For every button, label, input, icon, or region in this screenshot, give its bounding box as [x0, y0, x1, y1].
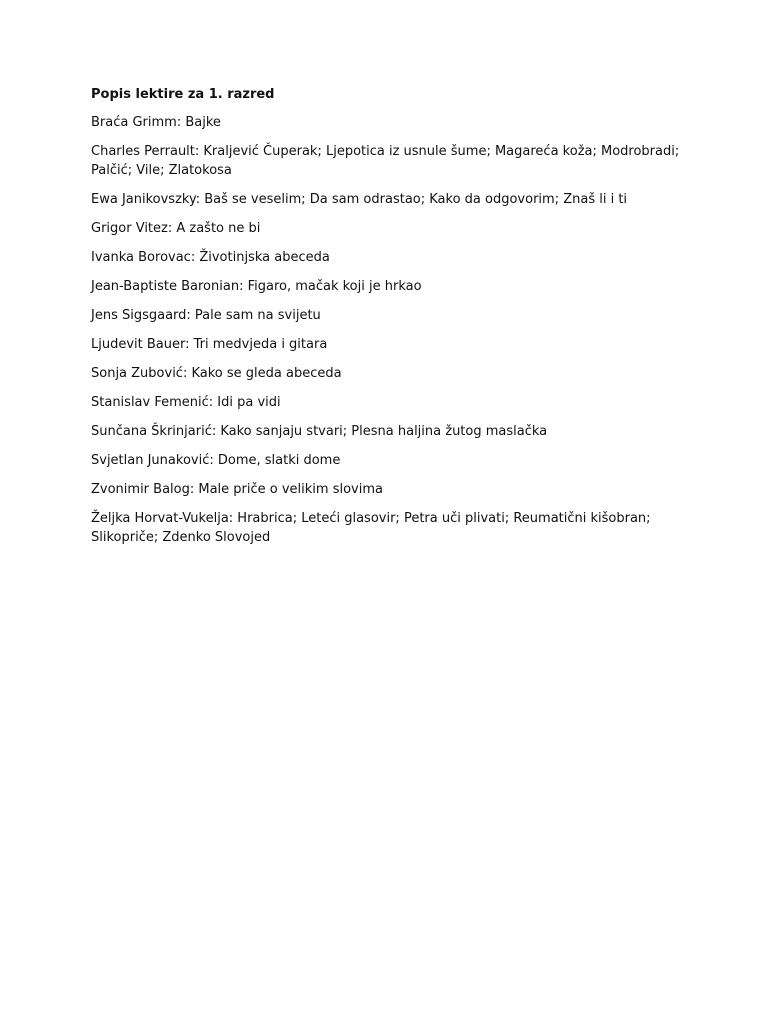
list-item: Svjetlan Junaković: Dome, slatki dome	[91, 453, 341, 468]
list-item: Sunčana Škrinjarić: Kako sanjaju stvari; Plesna haljina žutog maslačka	[91, 424, 548, 439]
list-item: Jens Sigsgaard: Pale sam na svijetu	[91, 308, 321, 323]
list-item: Ljudevit Bauer: Tri medvjeda i gitara	[91, 337, 328, 352]
list-item: Ivanka Borovac: Životinjska abeceda	[91, 250, 330, 265]
list-item: Braća Grimm: Bajke	[91, 115, 221, 130]
list-item: Jean-Baptiste Baronian: Figaro, mačak koji je hrkao	[91, 279, 422, 294]
list-item: Grigor Vitez: A zašto ne bi	[91, 221, 261, 236]
page-title: Popis lektire za 1. razred	[91, 87, 275, 102]
list-item: Željka Horvat-Vukelja: Hrabrica; Leteći glasovir; Petra uči plivati; Reumatični kišobran; Slikopriče; Zdenko Slovojed	[91, 511, 651, 545]
list-item: Ewa Janikovszky: Baš se veselim; Da sam odrastao; Kako da odgovorim; Znaš li i ti	[91, 192, 628, 207]
list-item: Sonja Zubović: Kako se gleda abeceda	[91, 366, 342, 381]
document-page	[91, 84, 691, 557]
list-item: Zvonimir Balog: Male priče o velikim slovima	[91, 482, 383, 497]
list-item: Stanislav Femenić: Idi pa vidi	[91, 395, 281, 410]
list-item: Charles Perrault: Kraljević Čuperak; Ljepotica iz usnule šume; Magareća koža; Modrobradi; Palčić; Vile; Zlatokosa	[91, 144, 680, 178]
